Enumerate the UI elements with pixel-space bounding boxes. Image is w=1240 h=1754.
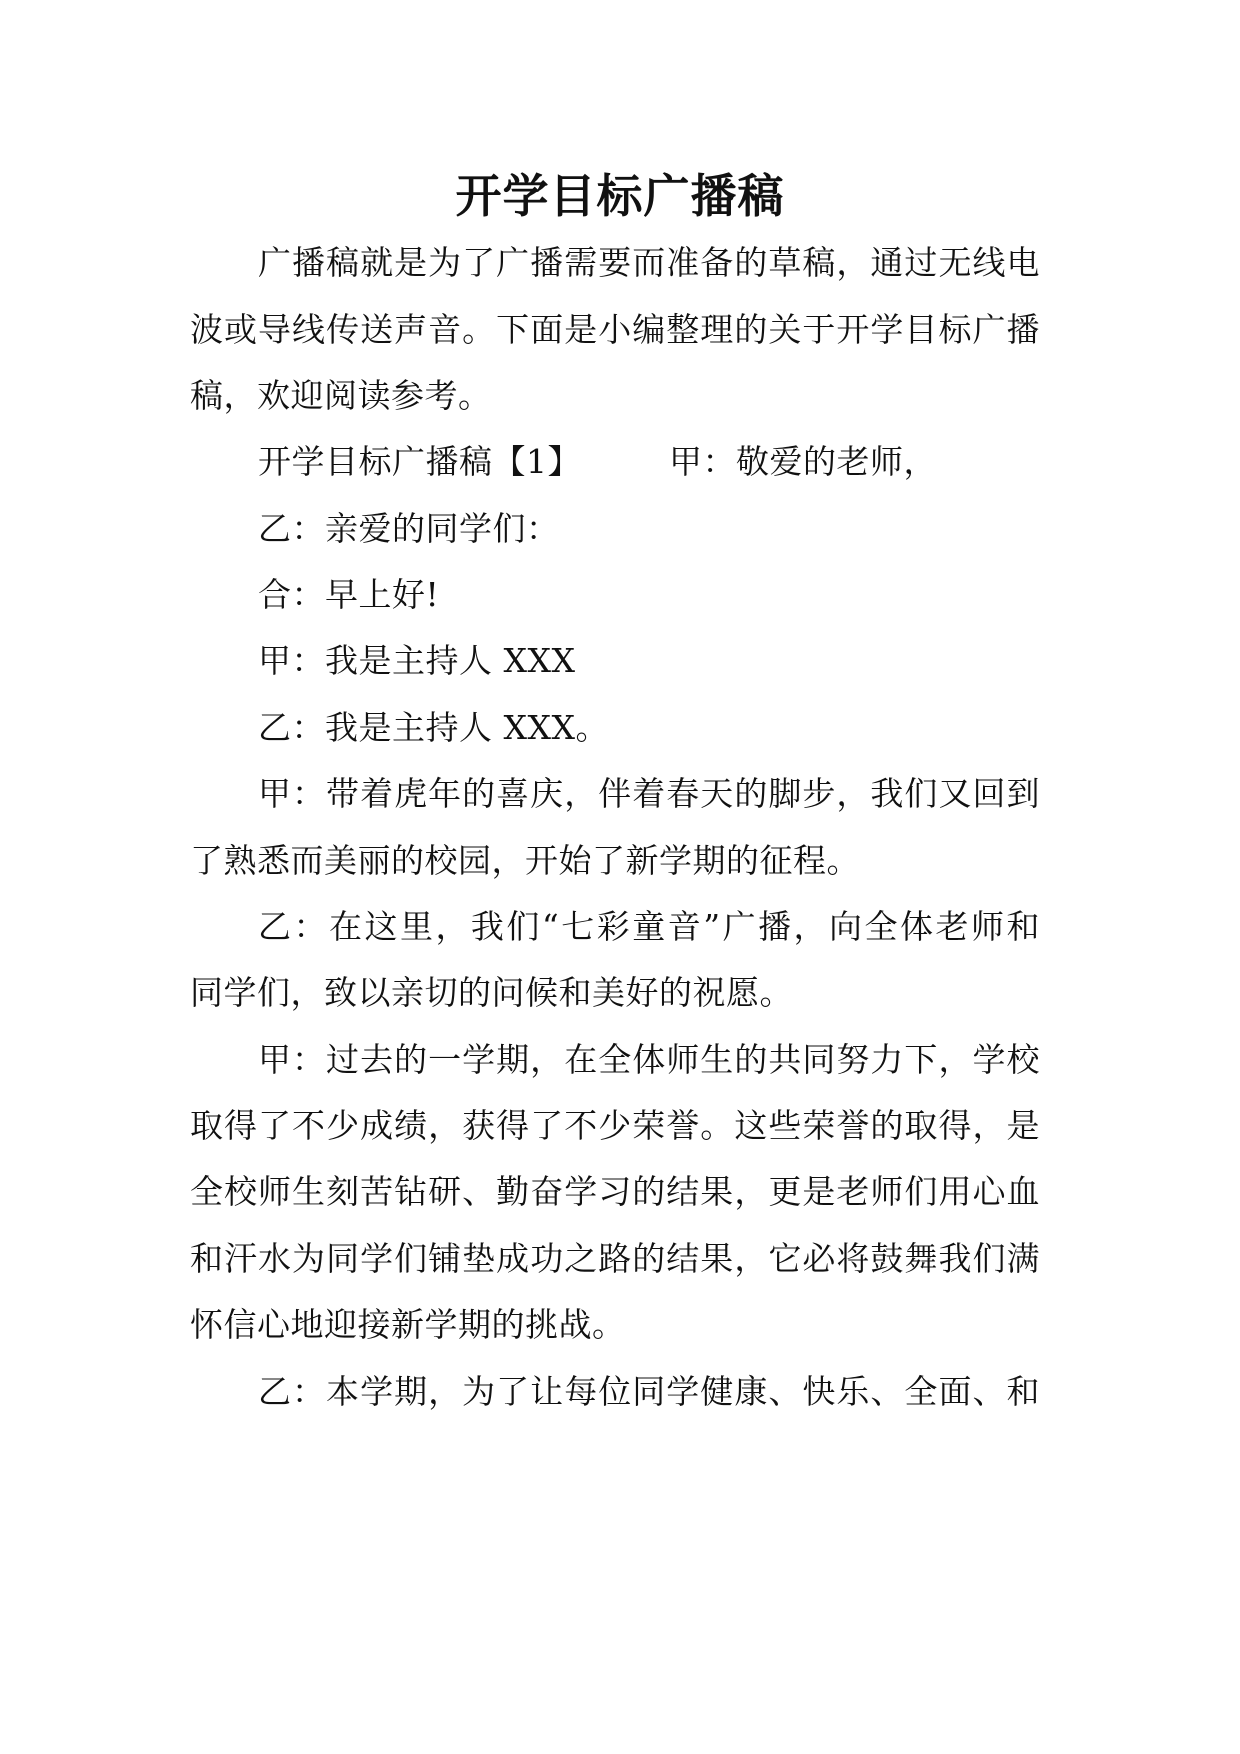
dialogue-line: 甲：过去的一学期，在全体师生的共同努力下，学校	[258, 1040, 1040, 1079]
intro-line-3: 稿，欢迎阅读参考。	[190, 376, 492, 415]
intro-line-2: 波或导线传送声音。下面是小编整理的关于开学目标广播	[190, 310, 1040, 349]
dialogue-line: 同学们，致以亲切的问候和美好的祝愿。	[190, 973, 793, 1012]
dialogue-line: 合：早上好!	[258, 575, 440, 614]
intro-line-1: 广播稿就是为了广播需要而准备的草稿，通过无线电	[258, 243, 1040, 282]
dialogue-line: 取得了不少成绩，获得了不少荣誉。这些荣誉的取得，是	[190, 1106, 1040, 1145]
dialogue-line: 全校师生刻苦钻研、勤奋学习的结果，更是老师们用心血	[190, 1172, 1040, 1211]
section-heading: 开学目标广播稿【1】	[258, 442, 581, 481]
dialogue-line: 乙：我是主持人 XXX。	[258, 708, 609, 747]
greeting-teacher: 甲：敬爱的老师，	[669, 442, 937, 481]
document-title: 开学目标广播稿	[455, 169, 785, 223]
dialogue-line: 甲：带着虎年的喜庆，伴着春天的脚步，我们又回到	[258, 774, 1040, 813]
dialogue-line: 甲：我是主持人 XXX	[258, 641, 576, 680]
dialogue-line: 乙：亲爱的同学们：	[258, 509, 560, 548]
dialogue-line: 了熟悉而美丽的校园，开始了新学期的征程。	[190, 841, 860, 880]
dialogue-line: 乙：在这里，我们“七彩童音”广播，向全体老师和	[258, 907, 1040, 946]
dialogue-line: 乙：本学期，为了让每位同学健康、快乐、全面、和	[258, 1372, 1040, 1411]
dialogue-line: 和汗水为同学们铺垫成功之路的结果，它必将鼓舞我们满	[190, 1239, 1040, 1278]
dialogue-line: 怀信心地迎接新学期的挑战。	[190, 1305, 626, 1344]
section-heading-row	[258, 437, 937, 487]
